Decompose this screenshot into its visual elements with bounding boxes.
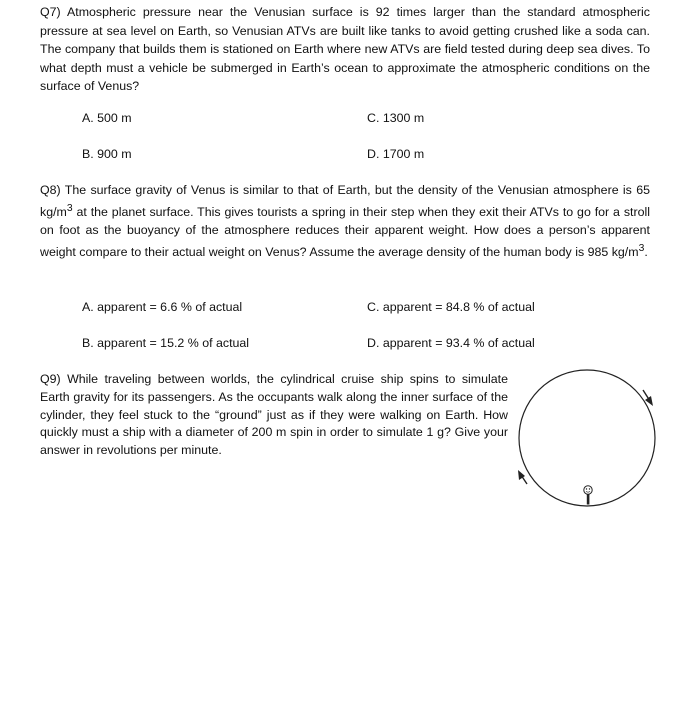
q8-prompt-part2: at the planet surface. This gives tourists a spring in their step when they exit their ATVs to go for a stroll on foot as the buoyancy of the atmosphere reduces their apparent weight. How does a person’s apparent weight compare to their actual weight on Venus? Assume the average density of the human body is 985 kg/m <box>40 204 650 260</box>
q7-option-c: C. 1300 m <box>367 111 425 125</box>
q7-option-d: D. 1700 m <box>367 147 425 161</box>
q8-prompt <box>40 181 650 262</box>
q8-option-a: A. apparent = 6.6 % of actual <box>82 300 243 314</box>
spinning-cylinder-diagram <box>512 368 662 518</box>
q8-superscript-1: 3 <box>66 202 73 214</box>
rotation-arrow-left <box>518 470 527 484</box>
q8-prompt-part1: Q8) The surface gravity of Venus is similar to that of Earth, but the density of the Venusian atmosphere is 65 kg/m <box>40 183 650 219</box>
q8-superscript-2: 3 <box>638 242 645 254</box>
q7-option-a: A. 500 m <box>82 111 132 125</box>
person-icon <box>584 486 592 505</box>
q7-option-b: B. 900 m <box>82 147 132 161</box>
rotation-arrow-right <box>643 390 653 406</box>
q8-option-b: B. apparent = 15.2 % of actual <box>82 336 250 350</box>
q7-prompt: Q7) Atmospheric pressure near the Venusian surface is 92 times larger than the standard atmospheric pressure at sea level on Earth, so Venusian ATVs are built like tanks to avoid getting crushed like a soda can. The company that builds them is stationed on Earth where new ATVs are field tested during deep sea dives. To what depth must a vehicle be submerged in Earth’s ocean to approximate the atmospheric conditions on the surface of Venus? <box>40 5 650 94</box>
q9-prompt: Q9) While traveling between worlds, the cylindrical cruise ship spins to simulate Earth gravity for its passengers. As the occupants walk along the inner surface of the cylinder, they feel stuck to the “ground” just as if they were walking on Earth. How quickly must a ship with a diameter of 200 m spin in order to simulate 1 g? Give your answer in revolutions per minute. <box>40 372 508 458</box>
q8-prompt-part3: . <box>644 245 648 260</box>
q8-option-c: C. apparent = 84.8 % of actual <box>367 300 535 314</box>
q8-option-d: D. apparent = 93.4 % of actual <box>367 336 535 350</box>
